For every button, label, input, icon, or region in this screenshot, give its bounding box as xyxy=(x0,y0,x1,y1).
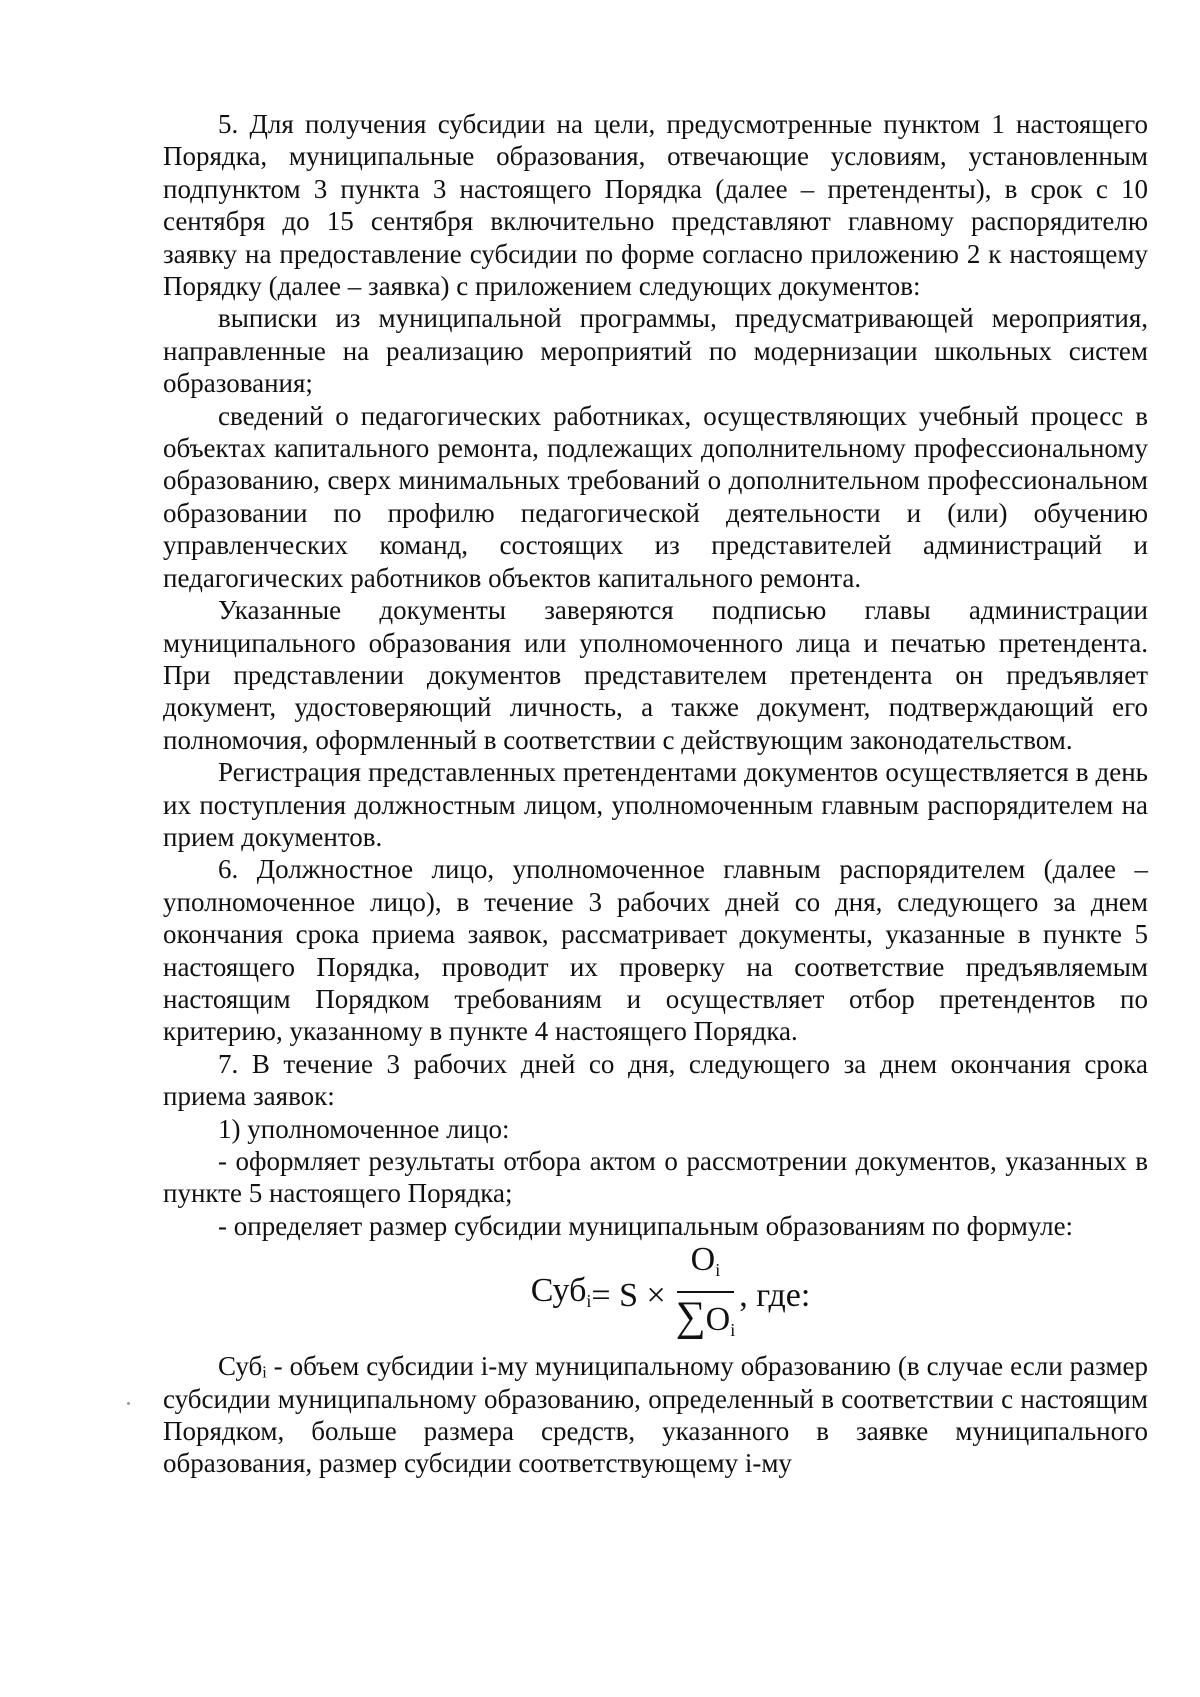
paragraph-5: 5. Для получения субсидии на цели, предусмотренные пунктом 1 настоящего Порядка, муниципальные образования, отвечающие условиям, установленным подпунктом 3 пункта 3 настоящего Порядка (далее – претенденты), в срок с 10 сентября до 15 сентября включительно представляют главному распорядителю заявку на предоставление субсидии по форме согласно приложению 2 к настоящему Порядку (далее – заявка) с приложением следующих документов: xyxy=(163,109,1148,302)
paragraph-7-bullet-2: - определяет размер субсидии муниципальным образованиям по формуле: xyxy=(218,1210,1074,1241)
formula-denominator-text: O xyxy=(705,1300,731,1338)
paragraph-7: 7. В течение 3 рабочих дней со дня, следующего за днем окончания срока приема заявок: xyxy=(163,1048,1148,1112)
paragraph-registration: Регистрация представленных претендентами документов осуществляется в день их поступления должностным лицом, уполномоченным главным распорядителем на прием документов. xyxy=(163,757,1148,852)
formula-lhs xyxy=(530,1272,592,1317)
formula-operator: = S × xyxy=(591,1277,666,1315)
sigma-symbol: ∑ xyxy=(675,1293,706,1340)
formula-numerator-subscript: i xyxy=(715,1259,721,1280)
paragraph-7-bullet-1: - оформляет результаты отбора актом о рассмотрении документов, указанных в пункте 5 настоящего Порядка; xyxy=(163,1146,1148,1209)
subsidy-formula xyxy=(163,1240,1148,1348)
paragraph-6: 6. Должностное лицо, уполномоченное главным распорядителем (далее – уполномоченное лицо), в течение 3 рабочих дней со дня, следующего за днем окончания срока приема заявок, рассматривает документы, указанные в пункте 5 настоящего Порядка, проводит их проверку на соответствие предъявляемым настоящим Порядком требованиям и осуществляет отбор претендентов по критерию, указанному в пункте 4 настоящего Порядка. xyxy=(163,854,1148,1047)
formula-denominator-subscript: i xyxy=(730,1319,736,1340)
formula-tail: , где: xyxy=(739,1277,811,1315)
scan-speck xyxy=(127,1402,130,1405)
paragraph-formula-explanation: Субᵢ - объем субсидии i-му муниципальному образованию (в случае если размер субсидии муниципальному образованию, определенный в соответствии с настоящим Порядком, больше размера средств, указанного в заявке муниципального образования, размер субсидии соответствующему i-му xyxy=(163,1351,1148,1479)
formula-numerator xyxy=(677,1241,735,1293)
paragraph-certification: Указанные документы заверяются подписью главы администрации муниципального образования или уполномоченного лица и печатью претендента. При представлении документов представителем претендента он предъявляет документ, удостоверяющий личность, а также документ, подтверждающий его полномочия, оформленный в соответствии с действующим законодательством. xyxy=(163,595,1148,755)
document-page xyxy=(163,108,1148,1480)
formula-denominator xyxy=(676,1293,736,1352)
formula-lhs-text: Суб xyxy=(530,1272,587,1310)
paragraph-list-item-2: сведений о педагогических работниках, осуществляющих учебный процесс в объектах капитального ремонта, подлежащих дополнительному профессиональному образованию, сверх минимальных требований о дополнительном профессиональном образовании по профилю педагогической деятельности и (или) обучению управленческих команд, состоящих из представителей администраций и педагогических работников объектов капитального ремонта. xyxy=(163,400,1148,593)
formula-fraction xyxy=(676,1241,736,1352)
formula-numerator-text: O xyxy=(690,1240,716,1278)
paragraph-list-item-1: выписки из муниципальной программы, предусматривающей мероприятия, направленные на реализацию мероприятий по модернизации школьных систем образования; xyxy=(163,303,1148,399)
paragraph-7-item-1: 1) уполномоченное лицо: xyxy=(218,1113,510,1144)
formula-lhs-subscript: i xyxy=(586,1291,592,1312)
